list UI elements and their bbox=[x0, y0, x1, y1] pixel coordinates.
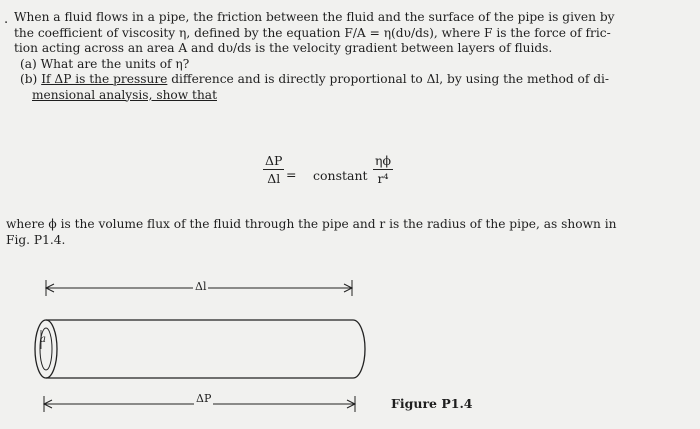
poiseuille-formula bbox=[263, 153, 413, 203]
part-b-question bbox=[14, 72, 694, 88]
rhs-fraction bbox=[373, 153, 393, 186]
delta-p-label: ΔP bbox=[196, 392, 212, 405]
where-line-2: Fig. P1.4. bbox=[6, 232, 66, 247]
figure-caption: Figure P1.4 bbox=[391, 396, 473, 411]
lhs-fraction-bar bbox=[263, 169, 284, 170]
part-a-question: (a) What are the units of η? bbox=[20, 56, 190, 71]
delta-l-label: Δl bbox=[195, 280, 207, 293]
problem-statement bbox=[14, 10, 694, 103]
where-line-1: where ϕ is the volume flux of the fluid through the pipe and r is the radius of the pipe, as shown in bbox=[6, 217, 617, 231]
part-b-rest: difference and is directly proportional to Δl, by using the method of di- bbox=[167, 72, 610, 86]
constant-word: constant bbox=[313, 168, 368, 183]
part-b-underlined: If ΔP is the pressure bbox=[41, 72, 168, 86]
equals-sign: = bbox=[286, 167, 297, 182]
pipe-figure bbox=[0, 270, 700, 429]
rhs-fraction-bar bbox=[373, 169, 393, 170]
radius-a-label: a bbox=[40, 334, 46, 345]
problem-line-3: tion acting across an area A and dυ/ds is the velocity gradient between layers of fluids. bbox=[14, 41, 553, 55]
problem-line-1: When a fluid flows in a pipe, the friction between the fluid and the surface of the pipe is given by bbox=[14, 10, 615, 24]
rhs-numerator: ηϕ bbox=[375, 153, 392, 168]
part-b-prefix: (b) bbox=[20, 72, 42, 86]
problem-line-2: the coefficient of viscosity η, defined by the equation F/A = η(dυ/ds), where F is the force of fric- bbox=[14, 25, 611, 40]
pipe-cylinder bbox=[35, 320, 365, 378]
lhs-denominator: Δl bbox=[267, 171, 281, 186]
lhs-fraction bbox=[263, 153, 284, 186]
part-b-line-2: mensional analysis, show that bbox=[32, 87, 217, 102]
where-explanation bbox=[6, 217, 616, 248]
lhs-numerator: ΔP bbox=[265, 153, 283, 168]
rhs-denominator: r⁴ bbox=[377, 171, 389, 186]
problem-number-marker: . bbox=[4, 12, 9, 27]
